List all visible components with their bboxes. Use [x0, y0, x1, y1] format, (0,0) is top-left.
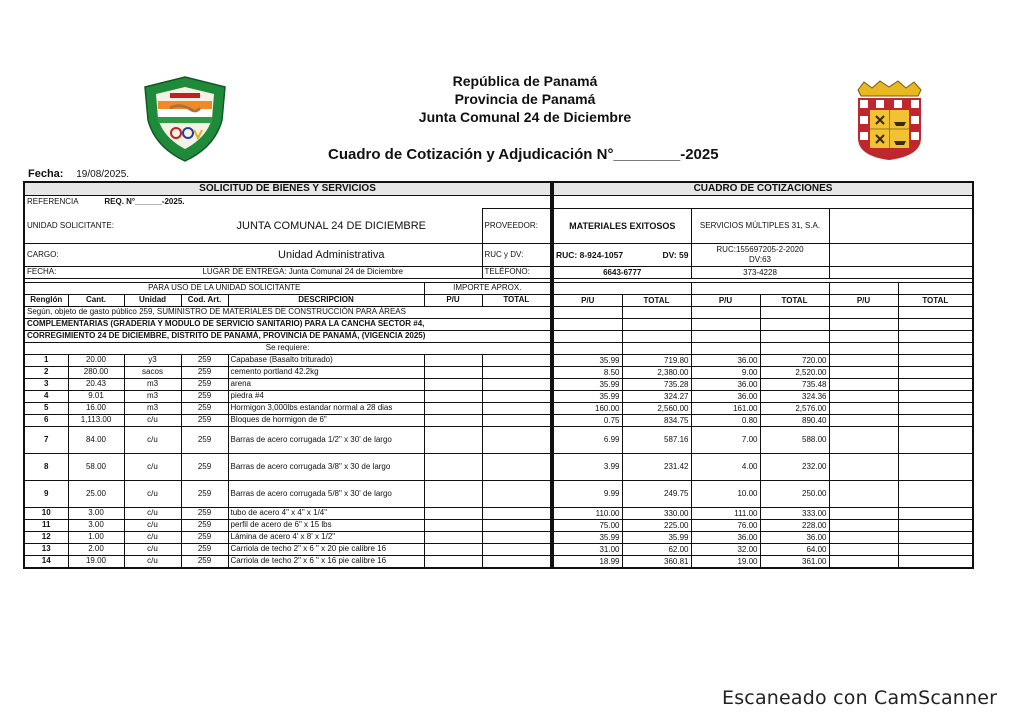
item-renglon: 6 — [24, 414, 68, 426]
ruc-label: RUC y DV: — [482, 243, 551, 266]
item-row — [24, 354, 551, 366]
referencia-label: REFERENCIA — [27, 197, 79, 206]
item-renglon: 8 — [24, 453, 68, 480]
quote-p3-pu — [829, 379, 898, 391]
panama-coat-of-arms-icon — [852, 80, 927, 162]
col-p1-total: TOTAL — [622, 295, 691, 307]
quote-p1-pu: 160.00 — [553, 403, 622, 415]
item-unidad: sacos — [124, 366, 181, 378]
quote-p2-total: 36.00 — [760, 532, 829, 544]
quote-p2-total: 361.00 — [760, 556, 829, 569]
quote-row — [553, 532, 973, 544]
item-row — [24, 480, 551, 507]
quote-p1-total: 249.75 — [622, 481, 691, 508]
quote-p3-total — [898, 544, 973, 556]
fecha-row-label: FECHA: — [24, 266, 124, 278]
quote-p2-pu: 10.00 — [691, 481, 760, 508]
quote-row — [553, 520, 973, 532]
quote-p2-pu: 36.00 — [691, 532, 760, 544]
item-descripcion: Barras de acero corrugada 3/8" x 30 de largo — [228, 453, 424, 480]
quote-p2-total: 735.48 — [760, 379, 829, 391]
quote-p3-total — [898, 532, 973, 544]
quote-p2-total: 250.00 — [760, 481, 829, 508]
item-pu — [424, 531, 482, 543]
quote-p2-total: 333.00 — [760, 508, 829, 520]
quote-p3-total — [898, 454, 973, 481]
item-total — [482, 531, 551, 543]
item-renglon: 7 — [24, 426, 68, 453]
camscanner-watermark: Escaneado con CamScanner — [722, 687, 998, 709]
item-total — [482, 543, 551, 555]
quote-p3-total — [898, 556, 973, 569]
item-pu — [424, 453, 482, 480]
fecha — [28, 168, 129, 180]
item-descripcion: Capabase (Basalto triturado) — [228, 354, 424, 366]
col-unidad: Unidad — [124, 294, 181, 306]
quote-p1-total: 2,380.00 — [622, 367, 691, 379]
item-cod-art: 259 — [181, 507, 228, 519]
item-row — [24, 402, 551, 414]
quote-row — [553, 403, 973, 415]
item-unidad: m3 — [124, 402, 181, 414]
col-p1-pu: P/U — [553, 295, 622, 307]
item-renglon: 4 — [24, 390, 68, 402]
proveedor-3-ruc — [829, 244, 973, 267]
quote-p2-pu: 111.00 — [691, 508, 760, 520]
quote-p2-pu: 32.00 — [691, 544, 760, 556]
header-province: Provincia de Panamá — [454, 91, 596, 107]
document-title: Cuadro de Cotización y Adjudicación N°________-2025 — [328, 146, 719, 163]
item-total — [482, 378, 551, 390]
quote-p3-total — [898, 391, 973, 403]
col-descripcion: DESCRIPCION — [228, 294, 424, 306]
item-total — [482, 555, 551, 568]
item-row — [24, 414, 551, 426]
proveedor-1-ruc — [553, 244, 691, 267]
item-renglon: 1 — [24, 354, 68, 366]
col-p2-total: TOTAL — [760, 295, 829, 307]
item-cant: 25.00 — [68, 480, 124, 507]
importe-label: IMPORTE APROX. — [424, 282, 551, 294]
item-pu — [424, 402, 482, 414]
item-renglon: 12 — [24, 531, 68, 543]
proveedor-3-blank-b — [898, 283, 973, 295]
quote-p3-total — [898, 403, 973, 415]
item-cod-art: 259 — [181, 414, 228, 426]
item-descripcion: Lámina de acero 4' x 8' x 1/2" — [228, 531, 424, 543]
quote-p1-pu: 8.50 — [553, 367, 622, 379]
quote-p1-total: 587.16 — [622, 427, 691, 454]
quote-p1-total: 35.99 — [622, 532, 691, 544]
quote-p3-pu — [829, 544, 898, 556]
quote-p1-total: 62.00 — [622, 544, 691, 556]
proveedor-1-name: MATERIALES EXITOSOS — [553, 209, 691, 244]
item-pu — [424, 480, 482, 507]
item-row — [24, 453, 551, 480]
item-pu — [424, 354, 482, 366]
item-total — [482, 390, 551, 402]
item-cod-art: 259 — [181, 378, 228, 390]
quote-p3-total — [898, 427, 973, 454]
quote-p1-pu: 9.99 — [553, 481, 622, 508]
junta-comunal-shield-icon — [140, 75, 230, 163]
proveedor-3-telefono — [829, 267, 973, 279]
item-descripcion: Carriola de techo 2" x 6 " x 20 pie calibre 16 — [228, 543, 424, 555]
item-unidad: c/u — [124, 414, 181, 426]
quote-p2-total: 588.00 — [760, 427, 829, 454]
item-total — [482, 426, 551, 453]
fecha-value: 19/08/2025. — [76, 169, 130, 180]
item-cant: 3.00 — [68, 519, 124, 531]
col-cod-art: Cod. Art. — [181, 294, 228, 306]
item-unidad: c/u — [124, 507, 181, 519]
quote-p1-pu: 0.75 — [553, 415, 622, 427]
item-renglon: 5 — [24, 402, 68, 414]
col-renglon: Renglón — [24, 294, 68, 306]
objeto-line-2: COMPLEMENTARIAS (GRADERIA Y MODULO DE SERVICIO SANITARIO) PARA LA CANCHA SECTOR #4, — [24, 318, 551, 330]
proveedor-2-ruc — [691, 244, 829, 267]
quote-p1-total: 2,560.00 — [622, 403, 691, 415]
quote-row — [553, 367, 973, 379]
item-descripcion: Bloques de hormigon de 6" — [228, 414, 424, 426]
cargo-label: CARGO: — [24, 243, 181, 266]
item-pu — [424, 555, 482, 568]
item-unidad: c/u — [124, 453, 181, 480]
quote-p2-pu: 7.00 — [691, 427, 760, 454]
item-unidad: c/u — [124, 480, 181, 507]
quote-p2-total: 890.40 — [760, 415, 829, 427]
proveedor-label: PROVEEDOR: — [482, 209, 551, 244]
quote-p1-pu: 35.99 — [553, 532, 622, 544]
quote-p2-pu: 36.00 — [691, 379, 760, 391]
req-number: REQ. N°______-2025. — [104, 197, 185, 206]
proveedor-1-telefono: 6643-6777 — [553, 267, 691, 279]
quote-p1-total: 225.00 — [622, 520, 691, 532]
quote-p3-pu — [829, 391, 898, 403]
quote-p2-pu: 36.00 — [691, 355, 760, 367]
col-p3-total: TOTAL — [898, 295, 973, 307]
item-pu — [424, 543, 482, 555]
cotizaciones-table — [552, 181, 974, 569]
item-renglon: 13 — [24, 543, 68, 555]
col-cant: Cant. — [68, 294, 124, 306]
item-cant: 16.00 — [68, 402, 124, 414]
quote-p2-pu: 4.00 — [691, 454, 760, 481]
item-descripcion: Barras de acero corrugada 1/2" x 30' de largo — [228, 426, 424, 453]
quote-p3-total — [898, 481, 973, 508]
quote-p3-total — [898, 367, 973, 379]
quote-p3-pu — [829, 508, 898, 520]
objeto-line-3: CORREGIMIENTO 24 DE DICIEMBRE, DISTRITO DE PANAMÁ, PROVINCIA DE PANAMÁ, (VIGENCIA 2025) — [24, 330, 551, 342]
header-country: República de Panamá — [452, 73, 598, 89]
col-p2-pu: P/U — [691, 295, 760, 307]
quote-p1-pu: 35.99 — [553, 391, 622, 403]
item-pu — [424, 426, 482, 453]
quote-row — [553, 454, 973, 481]
quote-p2-total: 64.00 — [760, 544, 829, 556]
proveedor-2-blank — [691, 283, 829, 295]
item-cod-art: 259 — [181, 390, 228, 402]
quote-row — [553, 556, 973, 569]
quote-p3-pu — [829, 520, 898, 532]
item-pu — [424, 378, 482, 390]
proveedor-2-dv: DV:63 — [749, 255, 771, 264]
item-pu — [424, 507, 482, 519]
item-total — [482, 366, 551, 378]
solicitud-table — [23, 181, 552, 569]
item-total — [482, 402, 551, 414]
item-cod-art: 259 — [181, 453, 228, 480]
cotizaciones-column-headers — [553, 295, 973, 307]
item-cod-art: 259 — [181, 402, 228, 414]
item-cod-art: 259 — [181, 354, 228, 366]
item-pu — [424, 366, 482, 378]
quote-row — [553, 508, 973, 520]
item-descripcion: Barras de acero corrugada 5/8" x 30' de largo — [228, 480, 424, 507]
quote-p1-pu: 6.99 — [553, 427, 622, 454]
proveedor-3-blank-a — [829, 283, 898, 295]
item-cod-art: 259 — [181, 543, 228, 555]
quote-p2-pu: 9.00 — [691, 367, 760, 379]
quote-p1-total: 324.27 — [622, 391, 691, 403]
proveedor-2-ruc-value: RUC:155697205-2-2020 — [716, 245, 804, 254]
quote-p1-pu: 31.00 — [553, 544, 622, 556]
item-total — [482, 507, 551, 519]
quote-row — [553, 427, 973, 454]
quote-p3-pu — [829, 454, 898, 481]
item-cant: 9.01 — [68, 390, 124, 402]
item-renglon: 9 — [24, 480, 68, 507]
item-descripcion: Hormigon 3,000lbs estandar normal a 28 dias — [228, 402, 424, 414]
item-cant: 280.00 — [68, 366, 124, 378]
item-total — [482, 453, 551, 480]
cotizaciones-blank-row — [553, 196, 973, 209]
unidad-label: UNIDAD SOLICITANTE: — [24, 209, 181, 244]
quote-p1-total: 360.81 — [622, 556, 691, 569]
item-unidad: c/u — [124, 426, 181, 453]
quote-p1-total: 834.75 — [622, 415, 691, 427]
quote-p2-total: 720.00 — [760, 355, 829, 367]
item-cant: 20.00 — [68, 354, 124, 366]
cotizaciones-title: CUADRO DE COTIZACIONES — [553, 182, 973, 196]
items-right-body — [553, 355, 973, 569]
item-cant: 19.00 — [68, 555, 124, 568]
item-descripcion: perfil de acero de 6" x 15 lbs — [228, 519, 424, 531]
item-cod-art: 259 — [181, 519, 228, 531]
item-cant: 2.00 — [68, 543, 124, 555]
solicitud-column-headers — [24, 294, 551, 306]
quote-p3-total — [898, 379, 973, 391]
item-row — [24, 366, 551, 378]
quote-p1-total: 231.42 — [622, 454, 691, 481]
item-cod-art: 259 — [181, 426, 228, 453]
item-unidad: m3 — [124, 390, 181, 402]
quote-row — [553, 481, 973, 508]
quote-p1-total: 330.00 — [622, 508, 691, 520]
item-cant: 3.00 — [68, 507, 124, 519]
quote-row — [553, 544, 973, 556]
item-renglon: 14 — [24, 555, 68, 568]
item-unidad: c/u — [124, 543, 181, 555]
item-cant: 84.00 — [68, 426, 124, 453]
quote-p2-pu: 0.80 — [691, 415, 760, 427]
quote-p1-pu: 3.99 — [553, 454, 622, 481]
proveedor-1-dv: DV: 59 — [662, 250, 689, 260]
item-descripcion: cemento portland 42.2kg — [228, 366, 424, 378]
quote-p3-pu — [829, 556, 898, 569]
unidad-value: JUNTA COMUNAL 24 DE DICIEMBRE — [181, 209, 482, 244]
proveedor-2-name: SERVICIOS MÚLTIPLES 31, S.A. — [691, 209, 829, 244]
quote-p2-pu: 161.00 — [691, 403, 760, 415]
item-unidad: c/u — [124, 519, 181, 531]
quote-p1-total: 719.80 — [622, 355, 691, 367]
header-junta: Junta Comunal 24 de Diciembre — [418, 109, 632, 125]
item-total — [482, 480, 551, 507]
quote-p3-pu — [829, 481, 898, 508]
quote-p2-pu: 36.00 — [691, 391, 760, 403]
item-renglon: 10 — [24, 507, 68, 519]
item-cant: 58.00 — [68, 453, 124, 480]
item-row — [24, 426, 551, 453]
item-unidad: y3 — [124, 354, 181, 366]
quote-row — [553, 379, 973, 391]
proveedor-2-telefono: 373-4228 — [691, 267, 829, 279]
proveedor-1-ruc-value: RUC: 8-924-1057 — [556, 250, 624, 260]
quote-p2-pu: 19.00 — [691, 556, 760, 569]
item-unidad: c/u — [124, 531, 181, 543]
item-renglon: 2 — [24, 366, 68, 378]
quote-p3-total — [898, 520, 973, 532]
quote-p1-pu: 110.00 — [553, 508, 622, 520]
uso-unidad-label: PARA USO DE LA UNIDAD SOLICITANTE — [24, 282, 424, 294]
fecha-label: Fecha: — [28, 168, 64, 180]
quote-row — [553, 415, 973, 427]
quote-p3-total — [898, 355, 973, 367]
quote-p2-total: 232.00 — [760, 454, 829, 481]
item-row — [24, 543, 551, 555]
quote-p3-pu — [829, 427, 898, 454]
item-pu — [424, 519, 482, 531]
item-descripcion: arena — [228, 378, 424, 390]
quote-p3-pu — [829, 415, 898, 427]
item-cod-art: 259 — [181, 480, 228, 507]
quote-p3-pu — [829, 532, 898, 544]
item-descripcion: Carriola de techo 2" x 6 " x 16 pie calibre 16 — [228, 555, 424, 568]
item-cant: 1.00 — [68, 531, 124, 543]
quote-p2-pu: 76.00 — [691, 520, 760, 532]
item-unidad: m3 — [124, 378, 181, 390]
col-pu: P/U — [424, 294, 482, 306]
quote-p3-pu — [829, 367, 898, 379]
item-row — [24, 519, 551, 531]
item-row — [24, 507, 551, 519]
quote-p2-total: 2,576.00 — [760, 403, 829, 415]
objeto-line-1: Según, objeto de gasto público 259, SUMINISTRO DE MATERIALES DE CONSTRUCCIÓN PARA ÁREAS — [24, 306, 551, 318]
telefono-label: TELÉFONO: — [482, 266, 551, 278]
col-p3-pu: P/U — [829, 295, 898, 307]
col-total: TOTAL — [482, 294, 551, 306]
item-row — [24, 390, 551, 402]
quote-p2-total: 228.00 — [760, 520, 829, 532]
quote-p2-total: 324.36 — [760, 391, 829, 403]
item-pu — [424, 390, 482, 402]
item-cant: 20.43 — [68, 378, 124, 390]
quote-p2-total: 2,520.00 — [760, 367, 829, 379]
item-cant: 1,113.00 — [68, 414, 124, 426]
quote-row — [553, 355, 973, 367]
proveedor-1-blank — [553, 283, 691, 295]
quote-p3-total — [898, 508, 973, 520]
item-total — [482, 414, 551, 426]
proveedor-3-name — [829, 209, 973, 244]
quote-p3-total — [898, 415, 973, 427]
item-total — [482, 354, 551, 366]
item-pu — [424, 414, 482, 426]
quote-p1-pu: 75.00 — [553, 520, 622, 532]
item-total — [482, 519, 551, 531]
quote-p1-pu: 35.99 — [553, 355, 622, 367]
item-cod-art: 259 — [181, 366, 228, 378]
quote-p1-pu: 18.99 — [553, 556, 622, 569]
item-row — [24, 555, 551, 568]
solicitud-title: SOLICITUD DE BIENES Y SERVICIOS — [24, 182, 551, 196]
quote-p1-pu: 35.99 — [553, 379, 622, 391]
item-renglon: 11 — [24, 519, 68, 531]
cargo-value: Unidad Administrativa — [181, 243, 482, 266]
quote-p3-pu — [829, 403, 898, 415]
item-row — [24, 378, 551, 390]
quote-row — [553, 391, 973, 403]
item-row — [24, 531, 551, 543]
items-left-body — [24, 354, 551, 568]
item-descripcion: tubo de acero 4" x 4" x 1/4" — [228, 507, 424, 519]
item-descripcion: piedra #4 — [228, 390, 424, 402]
lugar-entrega: LUGAR DE ENTREGA: Junta Comunal 24 de Diciembre — [124, 266, 482, 278]
quote-p1-total: 735.28 — [622, 379, 691, 391]
item-unidad: c/u — [124, 555, 181, 568]
item-cod-art: 259 — [181, 555, 228, 568]
quote-p3-pu — [829, 355, 898, 367]
se-requiere: Se requiere: — [24, 342, 551, 354]
referencia-row — [24, 196, 551, 209]
item-renglon: 3 — [24, 378, 68, 390]
item-cod-art: 259 — [181, 531, 228, 543]
